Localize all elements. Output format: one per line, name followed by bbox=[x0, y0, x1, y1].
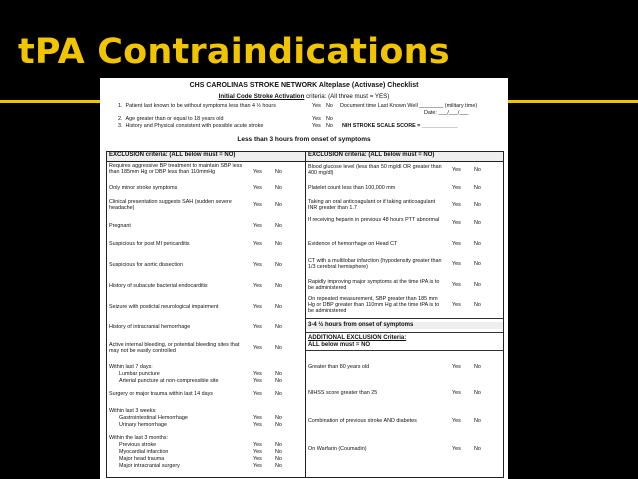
last-known-well: Document time Last Known Well ________ (military time) bbox=[340, 103, 478, 109]
right-column: EXCLUSION criteria: (ALL below must = NO) Blood glucose level (less than 50 mg/dl OR greater than 400 mg/dl) Yes No Platelet count less than 100,000 mm Yes No Taking an oral anticoagulant or if taking anticoagulant INR greater than 1.7 Yes No If receiving heparin in previous 48 hours PTT abnormal Yes No Evidence of hemorrhage on Head CT Yes No CT with a multilobar infarction (hypodensity greater than 1/3 cerebral hemisphere) Yes No Rapidly improving major symptoms at the time tPA is to be administered Yes No On repeated measurement, SBP greater than 185 mm Hg or DBP greater than 110mm Hg at the time tPA is to be administered Yes No 3-4 ½ hours from onset of symptoms ADDITIONAL EXCLUSION Criteria: ALL below must = NO Greater than 80 years old Yes No NIHSS score greater than 25 Yes No Combination of previous stroke AND diabetes Yes No On Warfarin (Coumadin) Yes No bbox=[306, 152, 503, 477]
exclusion-grid bbox=[106, 151, 504, 478]
slide-title: tPA Contraindications bbox=[18, 32, 450, 72]
left-header: EXCLUSION criteria: (ALL below must = NO) bbox=[107, 152, 305, 162]
criterion-2-yes[interactable]: Yes bbox=[312, 116, 321, 122]
doc-title: CHS CAROLINAS STROKE NETWORK Alteplase (Activase) Checklist bbox=[189, 82, 419, 89]
additional-exclusion-subheading: ALL below must = NO bbox=[308, 342, 371, 348]
criterion-3: 3. History and Physical consistent with possible acute stroke bbox=[118, 123, 264, 129]
checklist-document bbox=[100, 78, 508, 479]
section-divider bbox=[306, 332, 503, 333]
initial-criteria-heading bbox=[100, 93, 508, 100]
criterion-1-yes[interactable]: Yes bbox=[312, 103, 321, 109]
nih-score-field[interactable]: NIH STROKE SCALE SCORE = ____________ bbox=[342, 123, 458, 129]
date-field[interactable]: Date: ___/___/___ bbox=[424, 110, 469, 116]
criterion-3-yes[interactable]: Yes bbox=[312, 123, 321, 129]
section-divider bbox=[306, 318, 503, 319]
criterion-2-no[interactable]: No bbox=[326, 116, 333, 122]
three-to-four-hours-heading: 3-4 ½ hours from onset of symptoms bbox=[306, 322, 503, 329]
criterion-1-no[interactable]: No bbox=[326, 103, 333, 109]
right-header: EXCLUSION criteria: (ALL below must = NO) bbox=[306, 152, 503, 162]
criterion-3-no[interactable]: No bbox=[326, 123, 333, 129]
initial-label: Initial Code Stroke Activation bbox=[218, 93, 305, 101]
initial-rest: criteria: (All three must = YES) bbox=[304, 93, 390, 101]
additional-exclusion-heading: ADDITIONAL EXCLUSION Criteria: bbox=[308, 335, 407, 341]
less-than-3-heading: Less than 3 hours from onset of symptoms bbox=[237, 136, 371, 143]
section-divider bbox=[306, 350, 503, 351]
criterion-1: 1. Patient last known to be without symptoms less than 4 ½ hours bbox=[118, 103, 276, 109]
left-column: EXCLUSION criteria: (ALL below must = NO) Requires aggressive BP treatment to maintain SBP less than 185mm Hg or DBP less than 110mmHg Yes No Only minor stroke symptoms Yes No Clinical presentation suggests SAH (sudden severe headache) Yes No Pregnant Yes No Suspicious for post MI pericarditis Yes No Suspicious for aortic dissection Yes No History of subacute bacterial endocarditis Yes No Seizure with postictal neurological impairment Yes No History of intracranial hemorrhage Yes No Active internal bleeding, or potential bleeding sites that may not be easily controlled Yes No Within last 7 days: Lumbar puncture Yes No Arterial puncture at non-compressible site Yes No Surgery or major trauma within last 14 days Yes No Within last 3 weeks: Gastrointestinal Hemorrhage Yes No Urinary hemorrhage Yes No Within the last 3 months: Previous stroke Yes No Myocardial infarction Yes No Major head trauma Yes No Major intracranial surgery Yes No bbox=[107, 152, 306, 477]
criterion-2: 2. Age greater than or equal to 18 years old bbox=[118, 116, 224, 122]
